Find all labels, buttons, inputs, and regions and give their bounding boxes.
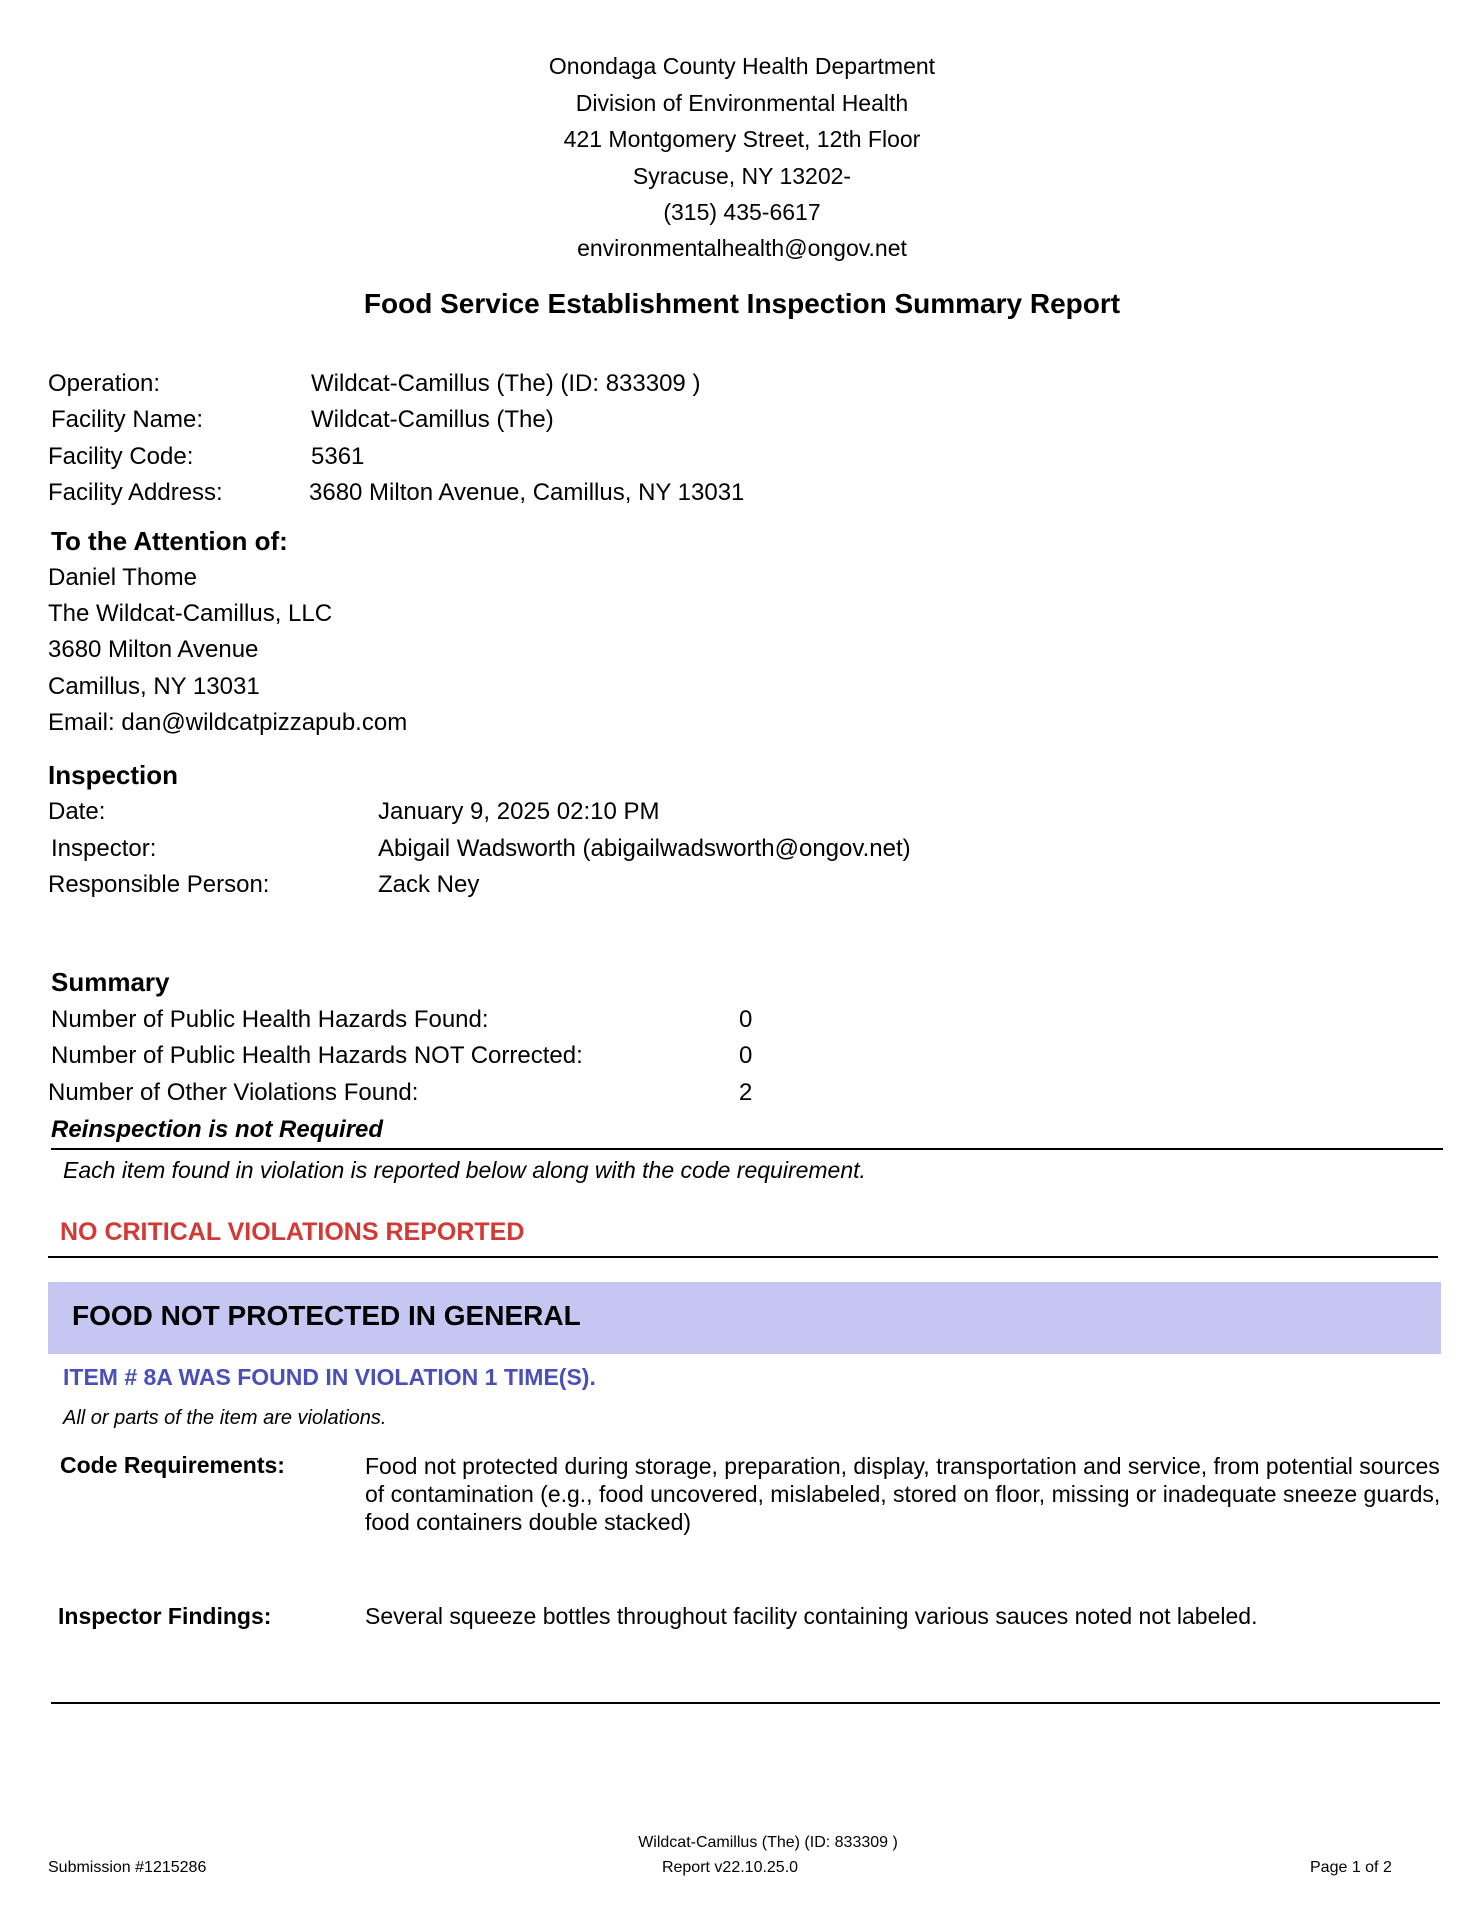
attention-name: Daniel Thome [48, 564, 197, 591]
other-violations-label: Number of Other Violations Found: [48, 1079, 419, 1106]
attention-heading: To the Attention of: [51, 526, 288, 556]
critical-notice: NO CRITICAL VIOLATIONS REPORTED [60, 1218, 525, 1246]
facility-code-label: Facility Code: [48, 443, 194, 470]
operation-value: Wildcat-Camillus (The) (ID: 833309 ) [311, 370, 701, 397]
inspection-date-value: January 9, 2025 02:10 PM [378, 798, 660, 825]
code-requirements-text: Food not protected during storage, preparation, display, transportation and service, from potential sources of contamination (e.g., food uncovered, mislabeled, stored on floor, missing or inadequate sneeze guards, food containers double stacked) [365, 1453, 1441, 1535]
inspection-date-label: Date: [48, 798, 106, 825]
violation-category-title: FOOD NOT PROTECTED IN GENERAL [72, 1300, 581, 1331]
inspector-value: Abigail Wadsworth (abigailwadsworth@ongov.net) [378, 835, 911, 862]
org-name: Onondaga County Health Department [548, 53, 936, 79]
responsible-person-value: Zack Ney [378, 871, 480, 898]
attention-street: 3680 Milton Avenue [48, 636, 259, 663]
divider-critical [48, 1256, 1438, 1258]
summary-heading: Summary [51, 967, 170, 997]
inspector-label: Inspector: [51, 835, 157, 862]
footer-page: Page 1 of 2 [1310, 1859, 1392, 1876]
responsible-person-label: Responsible Person: [48, 871, 270, 898]
org-street: 421 Montgomery Street, 12th Floor [563, 126, 921, 152]
inspector-findings-label: Inspector Findings: [58, 1603, 272, 1629]
violation-item-note: All or parts of the item are violations. [63, 1407, 387, 1429]
operation-label: Operation: [48, 370, 161, 397]
facility-name-label: Facility Name: [51, 406, 204, 433]
attention-email: Email: dan@wildcatpizzapub.com [48, 709, 408, 736]
footer-submission: Submission #1215286 [48, 1859, 207, 1876]
facility-address-label: Facility Address: [48, 479, 223, 506]
hazards-not-corrected-label: Number of Public Health Hazards NOT Corrected: [51, 1042, 583, 1069]
facility-code-value: 5361 [311, 443, 365, 470]
hazards-found-label: Number of Public Health Hazards Found: [51, 1006, 489, 1033]
org-email: environmentalhealth@ongov.net [577, 235, 907, 261]
hazards-found-value: 0 [739, 1006, 753, 1033]
divider-findings [51, 1702, 1440, 1704]
inspector-findings-text: Several squeeze bottles throughout facility containing various sauces noted not labeled. [365, 1603, 1258, 1629]
attention-city: Camillus, NY 13031 [48, 673, 260, 700]
violation-item-title: ITEM # 8A WAS FOUND IN VIOLATION 1 TIME(S). [63, 1364, 596, 1390]
report-title: Food Service Establishment Inspection Summary Report [363, 288, 1121, 319]
code-requirements-label: Code Requirements: [60, 1452, 285, 1478]
facility-name-value: Wildcat-Camillus (The) [311, 406, 554, 433]
divider-summary [51, 1148, 1443, 1150]
inspection-heading: Inspection [48, 760, 179, 790]
division-name: Division of Environmental Health [575, 90, 909, 116]
org-phone: (315) 435-6617 [663, 199, 821, 225]
other-violations-value: 2 [739, 1079, 753, 1106]
attention-company: The Wildcat-Camillus, LLC [48, 600, 333, 627]
reinspection-status: Reinspection is not Required [51, 1116, 384, 1143]
facility-address-value: 3680 Milton Avenue, Camillus, NY 13031 [309, 479, 745, 506]
org-city: Syracuse, NY 13202- [632, 163, 852, 189]
footer-version: Report v22.10.25.0 [661, 1859, 799, 1876]
footer-facility: Wildcat-Camillus (The) (ID: 833309 ) [638, 1834, 898, 1851]
violations-intro: Each item found in violation is reported below along with the code requirement. [63, 1157, 866, 1183]
hazards-not-corrected-value: 0 [739, 1042, 753, 1069]
